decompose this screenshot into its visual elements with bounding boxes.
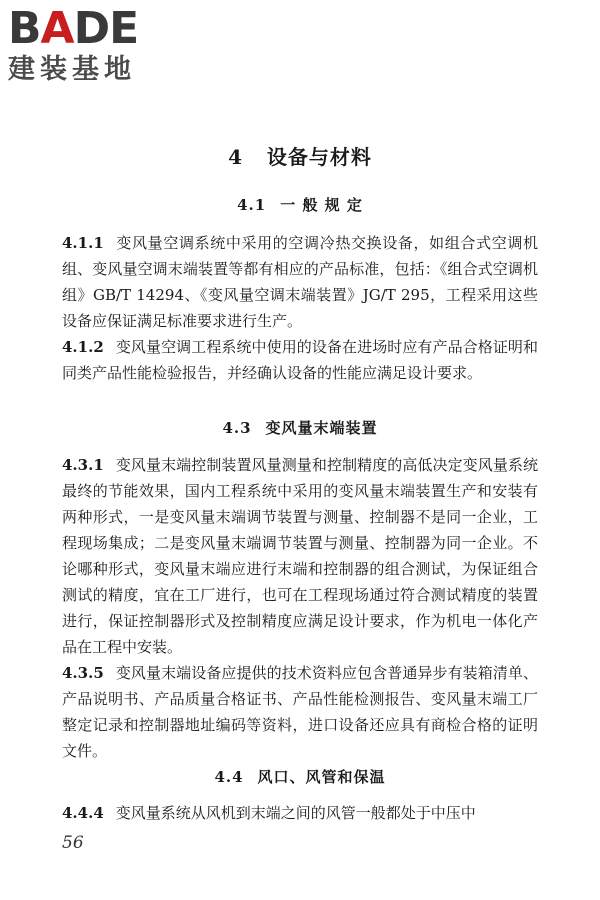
clause-text: 变风量空调工程系统中使用的设备在进场时应有产品合格证明和同类产品性能检验报告，并经确认设备的性能应满足设计要求。 <box>62 338 538 382</box>
clause-4-3-5 <box>62 660 538 764</box>
section-number: 4.1 <box>237 196 267 214</box>
section-title: 一 般 规 定 <box>280 196 363 214</box>
page-number: 56 <box>62 833 84 853</box>
chapter-number: 4 <box>228 145 244 169</box>
clause-text: 变风量末端设备应提供的技术资料应包含普通异步有装箱清单、产品说明书、产品质量合格证书、产品性能检测报告、变风量末端工厂整定记录和控制器地址编码等资料，进口设备还应具有商检合格的证明文件。 <box>62 664 538 760</box>
logo-brand: BADE <box>8 3 139 54</box>
logo-brand-accent: A <box>40 3 74 54</box>
section-title: 风口、风管和保温 <box>257 768 386 786</box>
section-heading-4-3 <box>0 417 600 438</box>
clause-4-4-4 <box>62 800 538 826</box>
clause-4-1-2 <box>62 334 538 386</box>
clause-number: 4.3.1 <box>62 456 104 474</box>
clause-text: 变风量空调系统中采用的空调冷热交换设备，如组合式空调机组、变风量空调末端装置等都有相应的产品标准，包括：《组合式空调机组》GB/T 14294、《变风量空调末端装置》JG/T 295，工程采用这些设备应保证满足标准要求进行生产。 <box>62 234 538 330</box>
bade-logo <box>8 3 178 86</box>
chapter-heading: 设备与材料 <box>266 145 372 169</box>
clause-number: 4.3.5 <box>62 664 104 682</box>
section-title: 变风量末端装置 <box>265 419 378 437</box>
clause-number: 4.1.1 <box>62 234 104 252</box>
clause-4-1-1 <box>62 230 538 334</box>
chapter-title <box>0 141 600 170</box>
section-number: 4.4 <box>214 768 244 786</box>
clause-text: 变风量末端控制装置风量测量和控制精度的高低决定变风量系统最终的节能效果，国内工程系统中采用的变风量末端装置生产和安装有两种形式，一是变风量末端调节装置与测量、控制器不是同一企业，工程现场集成；二是变风量末端调节装置与测量、控制器为同一企业。不论哪种形式，变风量末端应进行末端和控制器的组合测试，为保证组合测试的精度，宜在工厂进行，也可在工程现场通过符合测试精度的装置进行，保证控制器形式及控制精度应满足设计要求，作为机电一体化产品在工程中安装。 <box>62 456 538 656</box>
clause-number: 4.4.4 <box>62 804 104 822</box>
clause-text: 变风量系统从风机到末端之间的风管一般都处于中压中 <box>115 804 476 822</box>
section-number: 4.3 <box>222 419 252 437</box>
section-heading-4-4 <box>0 766 600 787</box>
section-heading-4-1 <box>0 194 600 215</box>
clause-number: 4.1.2 <box>62 338 104 356</box>
logo-subtitle: 建装基地 <box>8 54 136 85</box>
clause-4-3-1 <box>62 452 538 660</box>
